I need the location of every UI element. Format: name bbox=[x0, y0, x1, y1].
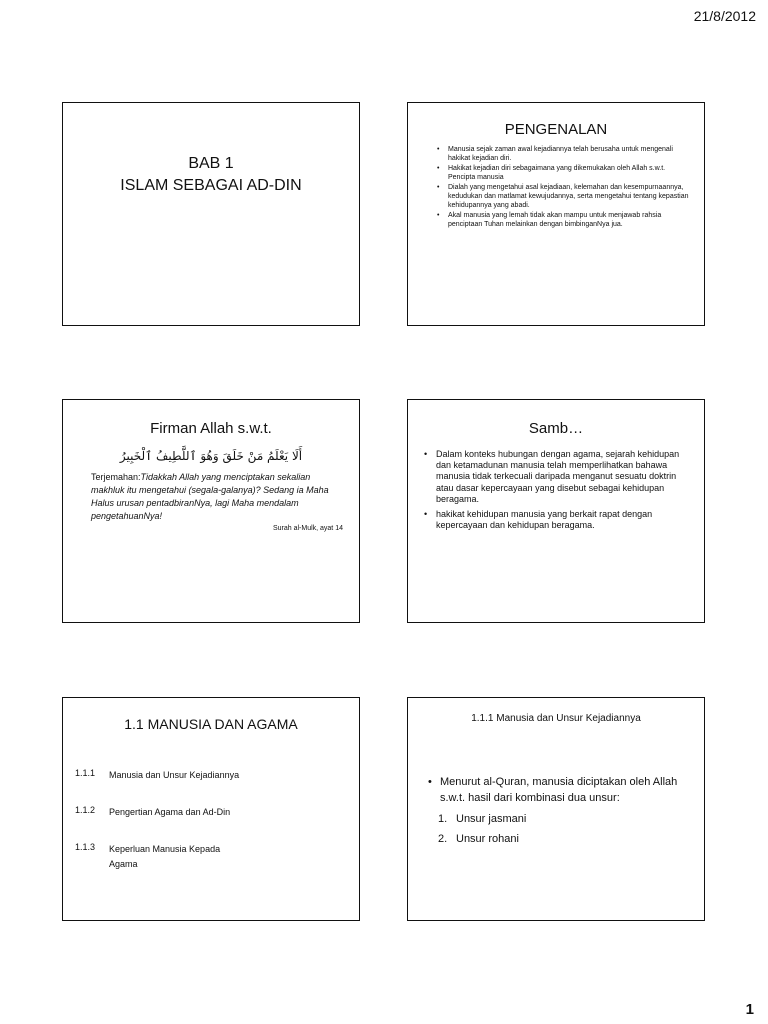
slide-2-bullet: • Dialah yang mengetahui asal kejadiaan, kelemahan dan kesempurnaannya, kedudukan dan matlamat kewujudannya, serta mengetahui tentang kepastian kehidupannya yang abadi. bbox=[448, 184, 690, 210]
slide-4-bullet: • hakikat kehidupan manusia yang berkait rapat dengan kepercayaan dan kehidupan beragama. bbox=[436, 509, 680, 531]
translation-text: Tidakkah Allah yang menciptakan sekalian makhluk itu mengetahui (segala-galanya)? Sedang ia Maha Halus urusan pentadbiranNya, lagi Maha mendalam pengetahuanNya! bbox=[91, 472, 329, 521]
slide-3-firman-allah bbox=[62, 399, 360, 623]
topic-item bbox=[75, 805, 359, 820]
slide-6-unsur-kejadian bbox=[407, 697, 705, 921]
numbered-item bbox=[438, 829, 704, 849]
item-number: 1. bbox=[438, 813, 448, 825]
item-text: Unsur rohani bbox=[456, 833, 519, 845]
slide-4-samb bbox=[407, 399, 705, 623]
slide-5-topic-list bbox=[75, 768, 359, 872]
topic-item bbox=[75, 842, 359, 872]
topic-number: 1.1.3 bbox=[75, 842, 96, 852]
slide-4-title: Samb… bbox=[528, 420, 584, 437]
slide-2-bullet: • Akal manusia yang lemah tidak akan mampu untuk menjawab rahsia penciptaan Tuhan melainkan dengan bimbinganNya jua. bbox=[448, 212, 690, 229]
topic-item bbox=[75, 768, 359, 783]
arabic-verse: أَلَا يَعْلَمُ مَنْ خَلَقَ وَهُوَ ٱللَّطِيفُ ٱلْخَبِيرُ bbox=[119, 449, 303, 463]
slide-5-manusia-dan-agama bbox=[62, 697, 360, 921]
topic-text: Pengertian Agama dan Ad-Din bbox=[109, 807, 231, 817]
page-number: 1 bbox=[745, 1001, 754, 1018]
slide-4-bullet-list bbox=[436, 449, 680, 531]
slide-2-pengenalan bbox=[407, 102, 705, 326]
topic-text: Manusia dan Unsur Kejadiannya bbox=[109, 770, 240, 780]
topic-number: 1.1.1 bbox=[75, 768, 96, 778]
slide-1-line-1: BAB 1 bbox=[188, 155, 234, 172]
slide-2-bullet: • Manusia sejak zaman awal kejadiannya telah berusaha untuk mengenali hakikat kejadian diri. bbox=[448, 146, 690, 163]
slide-6-bullet-list bbox=[440, 774, 688, 806]
handout-date: 21/8/2012 bbox=[693, 8, 756, 24]
slide-6-subtitle: 1.1.1 Manusia dan Unsur Kejadiannya bbox=[471, 713, 641, 724]
slide-3-title: Firman Allah s.w.t. bbox=[150, 420, 272, 437]
slide-6-numbered-list bbox=[438, 809, 704, 849]
topic-number: 1.1.2 bbox=[75, 805, 96, 815]
topic-text: Keperluan Manusia Kepada Agama bbox=[109, 844, 221, 869]
slide-5-title: 1.1 MANUSIA DAN AGAMA bbox=[124, 716, 298, 732]
slide-1-line-2: ISLAM SEBAGAI AD-DIN bbox=[120, 177, 302, 194]
slide-6-bullet: • Menurut al-Quran, manusia diciptakan oleh Allah s.w.t. hasil dari kombinasi dua unsur: bbox=[440, 774, 688, 806]
item-number: 2. bbox=[438, 833, 448, 845]
translation-label: Terjemahan bbox=[91, 472, 139, 482]
slide-1-heading bbox=[63, 153, 359, 197]
slide-2-title: PENGENALAN bbox=[504, 121, 608, 138]
translation-paragraph: Terjemahan:Tidakkah Allah yang menciptakan sekalian makhluk itu mengetahui (segala-galanya)? Sedang ia Maha Halus urusan pentadbiranNya, lagi Maha mendalam pengetahuanNya! bbox=[91, 472, 329, 521]
verse-source: Surah al-Mulk, ayat 14 bbox=[272, 525, 343, 532]
slide-1-title bbox=[62, 102, 360, 326]
item-text: Unsur jasmani bbox=[456, 813, 527, 825]
numbered-item bbox=[438, 809, 704, 829]
slide-2-bullet: • Hakikat kejadian diri sebagaimana yang dikemukakan oleh Allah s.w.t. Pencipta manusia bbox=[448, 165, 690, 182]
slide-4-bullet: • Dalam konteks hubungan dengan agama, sejarah kehidupan dan ketamadunan manusia telah memperlihatkan bahawa manusia tidak terkecuali daripada menganut sesuatu doktrin atau dasar kepercayaan yang disebut sebagai kehidupan beragama. bbox=[436, 449, 680, 505]
slide-2-bullet-list bbox=[448, 146, 690, 229]
